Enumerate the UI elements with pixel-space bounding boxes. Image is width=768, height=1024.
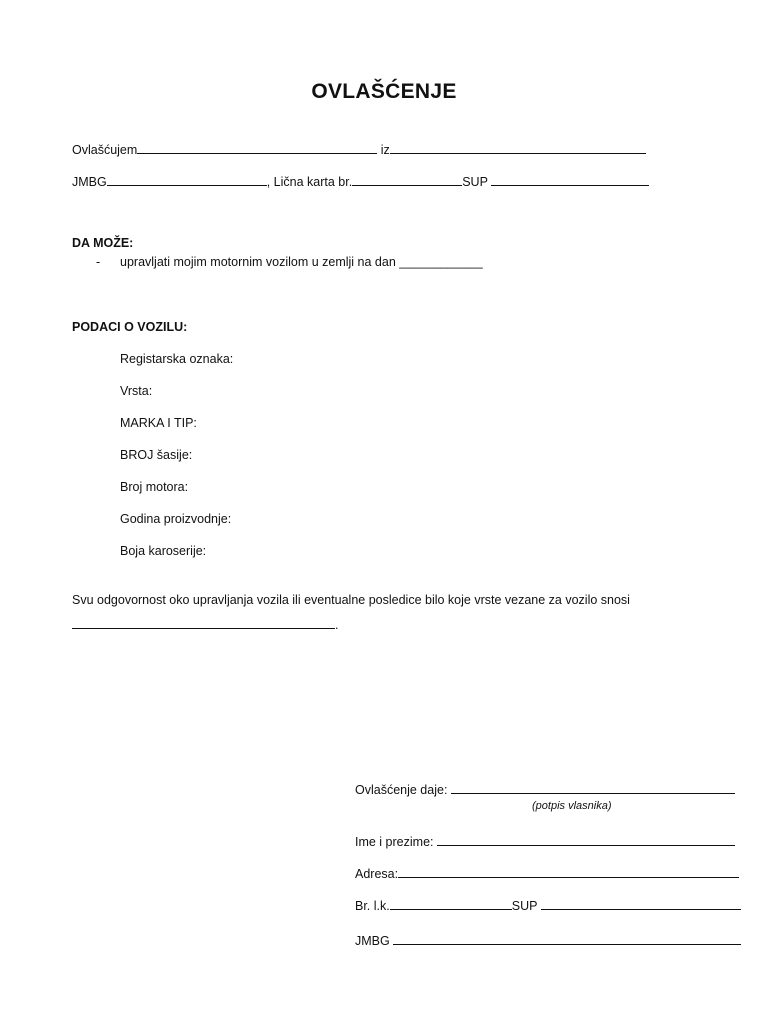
jmbg-field[interactable] <box>107 174 267 186</box>
da-moze-heading: DA MOŽE: <box>72 236 134 250</box>
responsibility-period: . <box>335 618 339 632</box>
vehicle-field-label: Vrsta: <box>120 384 153 398</box>
id-line <box>72 174 649 189</box>
vehicle-field-label: Boja karoserije: <box>120 544 207 558</box>
vehicle-field-label: Registarska oznaka: <box>120 352 234 366</box>
sup-label: SUP <box>462 175 488 189</box>
authorizer-name-field[interactable] <box>137 142 377 154</box>
vehicle-field-label: Godina proizvodnje: <box>120 512 232 526</box>
authorizer-line <box>72 142 646 157</box>
licna-karta-field[interactable] <box>352 174 462 186</box>
ime-field[interactable] <box>437 834 735 846</box>
vehicle-field-label: Broj motora: <box>120 480 189 494</box>
adresa-line <box>355 866 739 881</box>
potpis-note: (potpis vlasnika) <box>532 800 612 812</box>
adresa-label: Adresa: <box>355 867 399 881</box>
sup-label: SUP <box>511 899 538 913</box>
ovlascenje-daje-line <box>355 782 735 797</box>
da-moze-item: upravljati mojim motornim vozilom u zemlji na dan ____________ <box>120 255 483 269</box>
vehicle-field-label: MARKA I TIP: <box>120 416 197 430</box>
licna-karta-label: , Lična karta br. <box>266 175 353 189</box>
jmbg-line <box>355 933 741 948</box>
brlk-field[interactable] <box>390 898 512 910</box>
vehicle-heading: PODACI O VOZILU: <box>72 320 188 334</box>
brlk-label: Br. l.k. <box>355 899 390 913</box>
brlk-line <box>355 898 741 913</box>
responsibility-line <box>72 617 338 632</box>
ovlascujem-label: Ovlašćujem <box>72 143 138 157</box>
jmbg-label: JMBG <box>72 175 107 189</box>
responsibility-text: Svu odgovornost oko upravljanja vozila ili eventualne posledice bilo koje vrste vezane za vozilo snosi <box>72 593 630 607</box>
document-title: OVLAŠĆENJE <box>311 80 457 103</box>
jmbg-label: JMBG <box>355 934 390 948</box>
bullet-dash: - <box>96 255 101 269</box>
ovlascenje-daje-label: Ovlašćenje daje: <box>355 783 448 797</box>
sup-field[interactable] <box>491 174 649 186</box>
responsible-party-field[interactable] <box>72 617 335 629</box>
jmbg-field[interactable] <box>393 933 741 945</box>
adresa-field[interactable] <box>398 866 739 878</box>
origin-field[interactable] <box>390 142 646 154</box>
iz-label: iz <box>380 143 390 157</box>
ime-line <box>355 834 735 849</box>
signature-field[interactable] <box>451 782 735 794</box>
sup-field[interactable] <box>541 898 741 910</box>
vehicle-field-label: BROJ šasije: <box>120 448 193 462</box>
ime-label: Ime i prezime: <box>355 835 434 849</box>
